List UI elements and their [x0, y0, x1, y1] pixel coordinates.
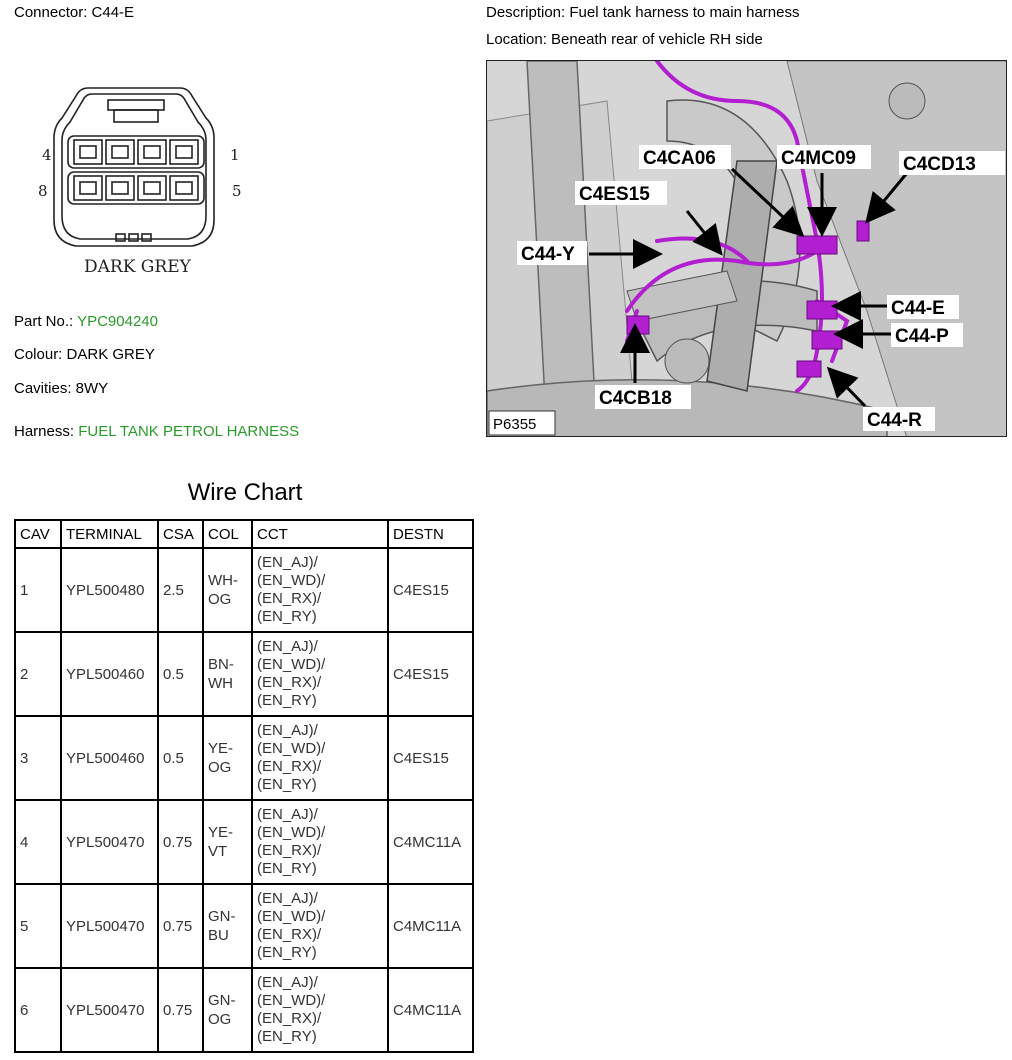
- cell-cav: 3: [15, 716, 61, 800]
- cell-csa: 0.75: [158, 884, 203, 968]
- col-line: YE-: [208, 824, 234, 841]
- cct-line: (EN_RX)/: [257, 926, 322, 943]
- col-line: WH-: [208, 572, 238, 589]
- col-line: OG: [208, 1011, 232, 1028]
- cell-col: [203, 800, 252, 884]
- cct-line: (EN_RY): [257, 944, 317, 961]
- cct-line: (EN_RY): [257, 692, 317, 709]
- cell-csa: 0.75: [158, 800, 203, 884]
- pin-label-4: 4: [42, 146, 52, 164]
- cell-cav: 6: [15, 968, 61, 1052]
- connector-label: Connector: C44-E: [14, 4, 135, 21]
- callout-c44-y: C44-Y: [521, 244, 575, 265]
- cct-line: (EN_WD)/: [257, 992, 326, 1009]
- vehicle-underside-drawing: [487, 61, 1007, 437]
- harness-link[interactable]: FUEL TANK PETROL HARNESS: [78, 423, 300, 440]
- cell-cav: 1: [15, 548, 61, 632]
- cell-cct: [252, 632, 388, 716]
- cell-destn: C4ES15: [388, 632, 473, 716]
- wire-chart-table: [14, 519, 474, 1053]
- col-line: BN-: [208, 656, 234, 673]
- cct-line: (EN_WD)/: [257, 908, 326, 925]
- cell-destn: C4ES15: [388, 716, 473, 800]
- cell-terminal: YPL500460: [61, 716, 158, 800]
- callout-c4cd13: C4CD13: [903, 154, 976, 175]
- part-number-label: Part No.:: [14, 313, 78, 330]
- cell-col: [203, 632, 252, 716]
- cct-line: (EN_AJ)/: [257, 806, 318, 823]
- cell-terminal: YPL500470: [61, 800, 158, 884]
- cct-line: (EN_AJ)/: [257, 638, 318, 655]
- cell-cct: [252, 968, 388, 1052]
- connector-face-drawing: [30, 82, 260, 282]
- table-row: [15, 548, 473, 632]
- cell-cct: [252, 800, 388, 884]
- cct-line: (EN_RX)/: [257, 758, 322, 775]
- cell-destn: C4MC11A: [388, 968, 473, 1052]
- cell-cct: [252, 716, 388, 800]
- cell-destn: C4MC11A: [388, 800, 473, 884]
- cell-col: [203, 884, 252, 968]
- pin-label-8: 8: [38, 182, 48, 200]
- harness-line: [14, 423, 299, 440]
- table-header-row: [15, 520, 473, 548]
- table-row: [15, 800, 473, 884]
- cell-cav: 4: [15, 800, 61, 884]
- col-line: VT: [208, 843, 228, 860]
- cct-line: (EN_AJ)/: [257, 974, 318, 991]
- header-destn: DESTN: [388, 520, 473, 548]
- cell-cct: [252, 548, 388, 632]
- callout-c4ca06: C4CA06: [643, 148, 716, 169]
- cell-csa: 2.5: [158, 548, 203, 632]
- cct-line: (EN_RY): [257, 860, 317, 877]
- wire-chart-title: Wire Chart: [187, 479, 303, 506]
- table-row: [15, 716, 473, 800]
- header-cct: CCT: [252, 520, 388, 548]
- connector-pinout-diagram: [30, 82, 260, 282]
- cell-col: [203, 716, 252, 800]
- header-cav: CAV: [15, 520, 61, 548]
- table-row: [15, 632, 473, 716]
- cct-line: (EN_RX)/: [257, 842, 322, 859]
- cell-cav: 5: [15, 884, 61, 968]
- header-csa: CSA: [158, 520, 203, 548]
- callout-c4es15: C4ES15: [579, 184, 650, 205]
- location: Location: Beneath rear of vehicle RH side: [486, 31, 763, 48]
- cell-terminal: YPL500470: [61, 884, 158, 968]
- table-row: [15, 884, 473, 968]
- colour-line: Colour: DARK GREY: [14, 346, 155, 363]
- col-line: WH: [208, 675, 233, 692]
- pinout-colour-text: DARK GREY: [84, 257, 191, 277]
- cell-terminal: YPL500470: [61, 968, 158, 1052]
- cell-cct: [252, 884, 388, 968]
- header-terminal: TERMINAL: [61, 520, 158, 548]
- header-col: COL: [203, 520, 252, 548]
- callout-c44-p: C44-P: [895, 326, 949, 347]
- cct-line: (EN_RX)/: [257, 590, 322, 607]
- pin-label-1: 1: [230, 146, 240, 164]
- cell-destn: C4ES15: [388, 548, 473, 632]
- description: Description: Fuel tank harness to main harness: [486, 4, 800, 21]
- col-line: YE-: [208, 740, 234, 757]
- cct-line: (EN_RY): [257, 776, 317, 793]
- cct-line: (EN_RX)/: [257, 1010, 322, 1027]
- cell-csa: 0.5: [158, 716, 203, 800]
- cell-col: [203, 968, 252, 1052]
- cell-csa: 0.5: [158, 632, 203, 716]
- cct-line: (EN_AJ)/: [257, 722, 318, 739]
- cct-line: (EN_WD)/: [257, 572, 326, 589]
- callout-c44-e: C44-E: [891, 298, 945, 319]
- cct-line: (EN_WD)/: [257, 824, 326, 841]
- cell-col: [203, 548, 252, 632]
- col-line: OG: [208, 591, 232, 608]
- cell-destn: C4MC11A: [388, 884, 473, 968]
- cct-line: (EN_RX)/: [257, 674, 322, 691]
- cct-line: (EN_AJ)/: [257, 554, 318, 571]
- cct-line: (EN_RY): [257, 608, 317, 625]
- col-line: GN-: [208, 908, 236, 925]
- photo-code: P6355: [493, 416, 537, 433]
- table-row: [15, 968, 473, 1052]
- part-number-link[interactable]: YPC904240: [77, 313, 158, 330]
- cell-cav: 2: [15, 632, 61, 716]
- col-line: GN-: [208, 992, 236, 1009]
- cavities-line: Cavities: 8WY: [14, 380, 109, 397]
- cct-line: (EN_AJ)/: [257, 890, 318, 907]
- cell-csa: 0.75: [158, 968, 203, 1052]
- harness-label: Harness:: [14, 423, 79, 440]
- callout-c44-r: C44-R: [867, 410, 922, 431]
- cct-line: (EN_WD)/: [257, 656, 326, 673]
- col-line: BU: [208, 927, 229, 944]
- cct-line: (EN_RY): [257, 1028, 317, 1045]
- cct-line: (EN_WD)/: [257, 740, 326, 757]
- cell-terminal: YPL500460: [61, 632, 158, 716]
- cell-terminal: YPL500480: [61, 548, 158, 632]
- col-line: OG: [208, 759, 232, 776]
- part-number-line: [14, 313, 158, 330]
- pin-label-5: 5: [232, 182, 242, 200]
- location-illustration: [486, 60, 1007, 437]
- callout-c4mc09: C4MC09: [781, 148, 856, 169]
- callout-c4cb18: C4CB18: [599, 388, 672, 409]
